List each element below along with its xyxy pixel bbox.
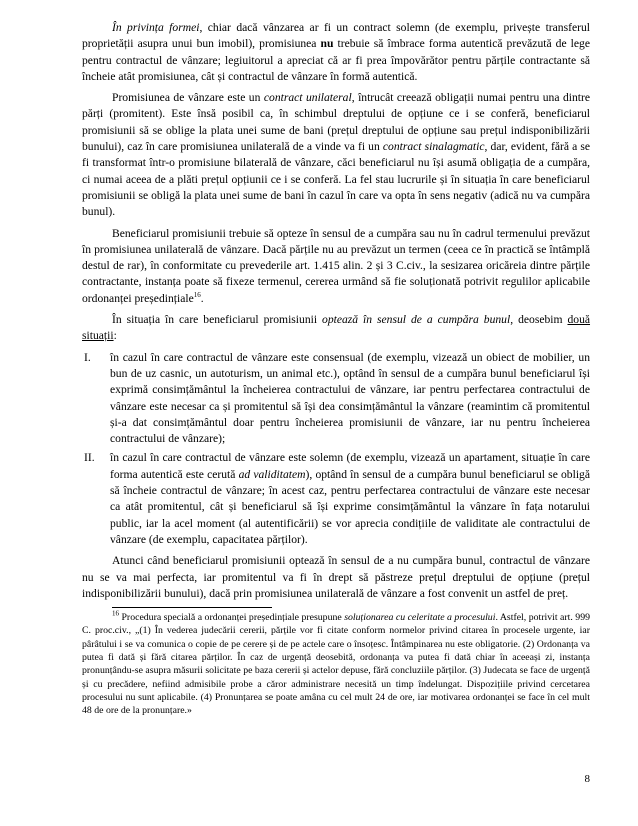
list-item-number: II. xyxy=(84,451,95,465)
paragraph-text: În situația în care beneficiarul promisiunii xyxy=(112,313,323,327)
paragraph-text: Promisiunea de vânzare este un xyxy=(112,91,264,105)
emphasis-celeritate: soluționarea cu celeritate a procesului xyxy=(344,612,496,624)
list-item xyxy=(82,450,590,548)
page-number: 8 xyxy=(584,773,590,785)
footnote xyxy=(82,611,590,717)
emphasis-form: În privința formei xyxy=(112,21,200,34)
list-item-text-part: în cazul în care contractul de vânzare este solemn (de exemplu, vizează un apartament, situație în care forma autentică este cerută xyxy=(110,451,590,481)
footnote-divider xyxy=(112,607,272,608)
paragraph-term xyxy=(82,226,590,307)
paragraph-text: Beneficiarul promisiunii trebuie să opteze în sensul de a cumpăra sau nu în cadrul termenului prevăzut în promisiunea unilaterală de vânzare. Dacă părțile nu au prevăzut un termen (ceea ce în practică se întâmplă destul de rar), în conformitate cu prevederile art. 1.415 alin. 2 și 3 C.civ., la sesizarea oricăreia dintre părțile contractante, instanța poate să fixeze termenul, cererea urmând să fie soluționată potrivit regulilor aplicabile ordonanței președințiale xyxy=(82,226,590,305)
footnote-ref[interactable]: 16 xyxy=(193,290,201,299)
paragraph-text: trebuie să îmbrace forma autentică prevăzută de lege pentru contractul de vânzare; legiuitorul a apreciat că ar fi prea împovărător pentru părțile contractante să încheie atât promisiunea, cât și contractul de vânzare în formă autentică. xyxy=(82,37,590,83)
emphasis-ad-validitatem: ad validitatem xyxy=(238,467,306,481)
paragraph-situations xyxy=(82,312,590,345)
paragraph-negative-option: Atunci când beneficiarul promisiunii optează în sensul de a nu cumpăra bunul, contractul de vânzare nu se va mai perfecta, iar promitentul va fi în drept să păstreze prețul dreptului de opțiune (prețul indisponibilizării bunului), dacă prin promisiunea unilaterală de vânzare a fost convenit un astfel de preț. xyxy=(82,554,590,600)
list-item-text: în cazul în care contractul de vânzare este consensual (de exemplu, vizează un obiect de mobilier, un bun de uz casnic, un autoturism, un animal etc.), optând în sensul de a cumpăra bunul beneficiarul își exprimă consimțământul la încheierea contractului de vânzare, iar pentru perfectarea contractului de vânzare este necesar ca și promitentul să își dea consimțământul la vânzare (reamintim că promitentul și-a dat consimțământul doar pentru încheierea promisiunii de vânzare, iar nu pentru încheierea contractului de vânzare); xyxy=(110,350,590,446)
paragraph-text: , deosebim xyxy=(510,313,568,327)
list-item-text-part: ), optând în sensul de a cumpăra bunul beneficiarul se obligă să încheie contractul de vânzare; în acest caz, pentru perfectarea contractului de vânzare este necesar ca atât promitentul, cât și beneficiarul să își exprime consimțământul la vânzare în fața notarului public, iar la acel moment (al autentificării) se vor aprecia condițiile de validitate ale contractului de vânzare (de exemplu, capacitatea părților). xyxy=(110,467,590,546)
footnote-text: . Astfel, potrivit art. 999 C. proc.civ., „(1) În vederea judecării cererii, părțile vor fi citate conform normelor privind citarea în procesele urgente, iar pârâtului i se va comunica o copie de pe cerere și de pe actele care o însoțesc. Întâmpinarea nu este obligatorie. (2) Ordonanța va putea fi dată și fără citarea părților. În caz de urgență deosebită, ordonanța va putea fi dată chiar în aceeași zi, instanța pronunțându-se asupra măsurii solicitate pe baza cererii și actelor depuse, fără concluziile părților. (3) Judecata se face de urgență și cu precădere, nefiind admisibile probe a căror administrare necesită un timp îndelungat. Dispozițiile privind cercetarea procesului nu sunt aplicabile. (4) Pronunțarea se poate amâna cu cel mult 24 de ore, iar motivarea ordonanței se face în cel mult 48 de ore de la pronunțare.» xyxy=(82,612,590,717)
bold-nu: nu xyxy=(320,37,334,51)
emphasis-contract-sinalagmatic: contract sinalagmatic xyxy=(382,140,485,154)
emphasis-contract-unilateral: contract unilateral xyxy=(263,91,352,105)
footnote-number: 16 xyxy=(112,609,119,618)
paragraph-text: . xyxy=(200,291,204,305)
list-item xyxy=(82,350,590,448)
paragraph-unilateral xyxy=(82,90,590,220)
paragraph-form xyxy=(82,20,590,85)
underlined-doua-situatii: două situații xyxy=(82,313,591,343)
paragraph-text: , întrucât creează obligații numai pentru una dintre părți (promitent). Este însă posibil ca, în schimbul dreptului de opțiune ce i se conferă, beneficiarul promisiunii să se oblige la plata unei sume de bani (prețul dreptului de opțiune sau prețul indisponibilizării bunului), caz în care promisiunea unilaterală de a vinde va fi un xyxy=(82,91,590,154)
situations-list xyxy=(82,350,590,549)
emphasis-opteaza: optează în sensul de a cumpăra bunul xyxy=(322,313,511,327)
list-item-number: I. xyxy=(84,350,91,364)
paragraph-text: , chiar dacă vânzarea ar fi un contract solemn (de exemplu, privește transferul proprietății asupra unui bun imobil), promisiunea xyxy=(82,21,591,51)
list-item-text xyxy=(110,450,590,548)
document-page xyxy=(82,20,590,717)
footnote-text: Procedura specială a ordonanței președințiale presupune xyxy=(119,612,345,624)
paragraph-text: , dar, evident, fără a se fi transformat într-o promisiune bilaterală de vânzare, căci beneficiarul nu își asumă obligația de a cumpăra, ci numai aceea de a plăti prețul opțiunii ce i se conferă. La fel stau lucrurile și în situația în care beneficiarul promisiunii se obligă la plata unei sume de bani în cazul în care va opta în sens negativ (adică nu va cumpăra bunul). xyxy=(82,140,591,219)
paragraph-text: : xyxy=(113,329,117,343)
